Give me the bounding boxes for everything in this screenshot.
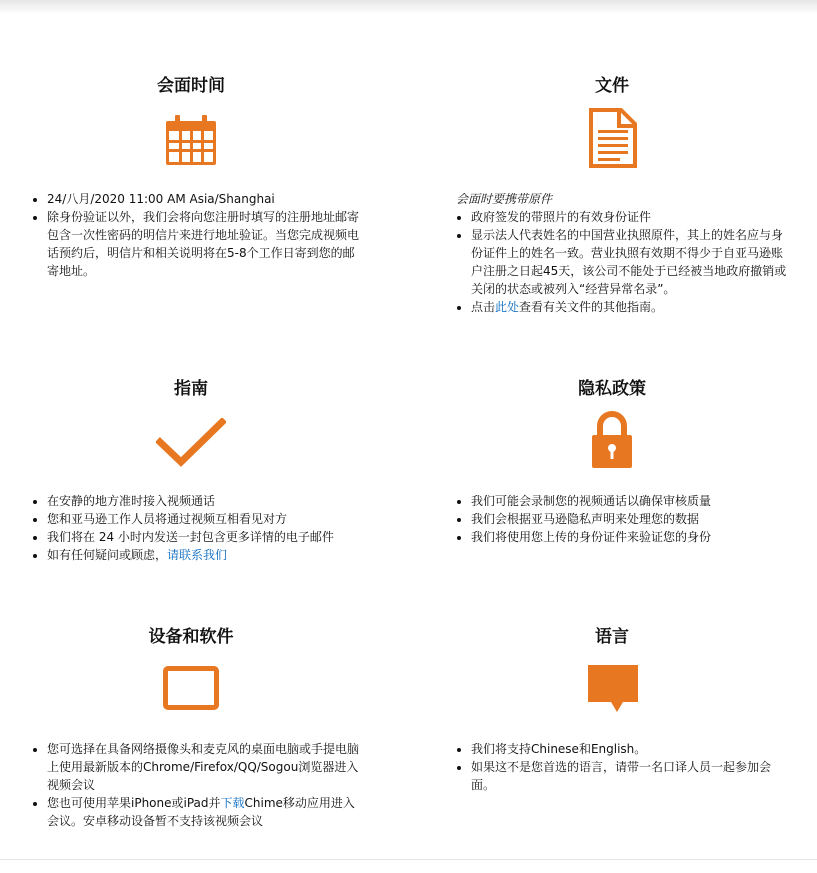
list-item: • 您和亚马逊工作人员将通过视频互相看见对方 xyxy=(47,510,365,528)
list-item: • 我们将使用您上传的身份证件来验证您的身份 xyxy=(471,528,801,546)
section-title: 语言 xyxy=(595,627,629,647)
list-item: • 除身份验证以外，我们会将向您注册时填写的注册地址邮寄包含一次性密码的明信片来进行地址验证。当您完成视频电话预约后，明信片和相关说明将在5-8个工作日寄到您的邮寄地址。 xyxy=(47,208,365,280)
document-icon xyxy=(589,108,637,168)
documents-note: 会面时要携带原件 xyxy=(456,192,553,206)
list-item: • 我们将支持Chinese和English。 xyxy=(471,740,789,758)
section-title: 设备和软件 xyxy=(148,627,234,647)
section-title: 会面时间 xyxy=(157,76,225,96)
list-item: • 您可选择在具备网络摄像头和麦克风的桌面电脑或手提电脑上使用最新版本的Chrome/Firefox/QQ/Sogou浏览器进入视频会议 xyxy=(47,740,365,794)
tablet-icon xyxy=(161,664,221,712)
download-chime-link[interactable]: 下载 xyxy=(220,796,245,810)
section-title: 文件 xyxy=(595,76,629,96)
language-list xyxy=(456,740,789,794)
list-item: • 如有任何疑问或顾虑，请联系我们 xyxy=(47,546,365,564)
section-title: 指南 xyxy=(174,379,208,399)
bottom-divider xyxy=(0,859,817,860)
privacy-list xyxy=(456,492,801,546)
list-item: • 您也可使用苹果iPhone或iPad并下载Chime移动应用进入会议。安卓移动设备暂不支持该视频会议 xyxy=(47,794,365,830)
list-item: • 显示法人代表姓名的中国营业执照原件，其上的姓名应与身份证件上的姓名一致。营业执照有效期不得少于自亚马逊账户注册之日起45天，该公司不能处于已经被当地政府撤销或关闭的状态或被列入“经营异常名录”。 xyxy=(471,226,789,298)
guide-list xyxy=(32,492,365,564)
lock-icon xyxy=(590,410,634,470)
contact-us-link[interactable]: 请联系我们 xyxy=(167,548,228,562)
list-item: • 政府签发的带照片的有效身份证件 xyxy=(471,208,789,226)
checkmark-icon xyxy=(156,418,226,468)
list-item: • 我们会根据亚马逊隐私声明来处理您的数据 xyxy=(471,510,801,528)
section-title: 隐私政策 xyxy=(578,379,646,399)
documents-guide-link[interactable]: 此处 xyxy=(495,300,520,314)
list-item: • 在安静的地方准时接入视频通话 xyxy=(47,492,365,510)
documents-list xyxy=(456,208,789,316)
list-item: • 我们可能会录制您的视频通话以确保审核质量 xyxy=(471,492,801,510)
speech-bubble-icon xyxy=(587,664,639,714)
list-item: • 24/八月/2020 11:00 AM Asia/Shanghai xyxy=(47,190,365,208)
list-item: • 我们将在 24 小时内发送一封包含更多详情的电子邮件 xyxy=(47,528,365,546)
calendar-icon xyxy=(165,114,217,166)
list-item: • 点击此处查看有关文件的其他指南。 xyxy=(471,298,789,316)
top-shadow xyxy=(0,0,817,14)
list-item: • 如果这不是您首选的语言，请带一名口译人员一起参加会面。 xyxy=(471,758,789,794)
devices-list xyxy=(32,740,365,830)
meeting-time-list xyxy=(32,190,365,280)
